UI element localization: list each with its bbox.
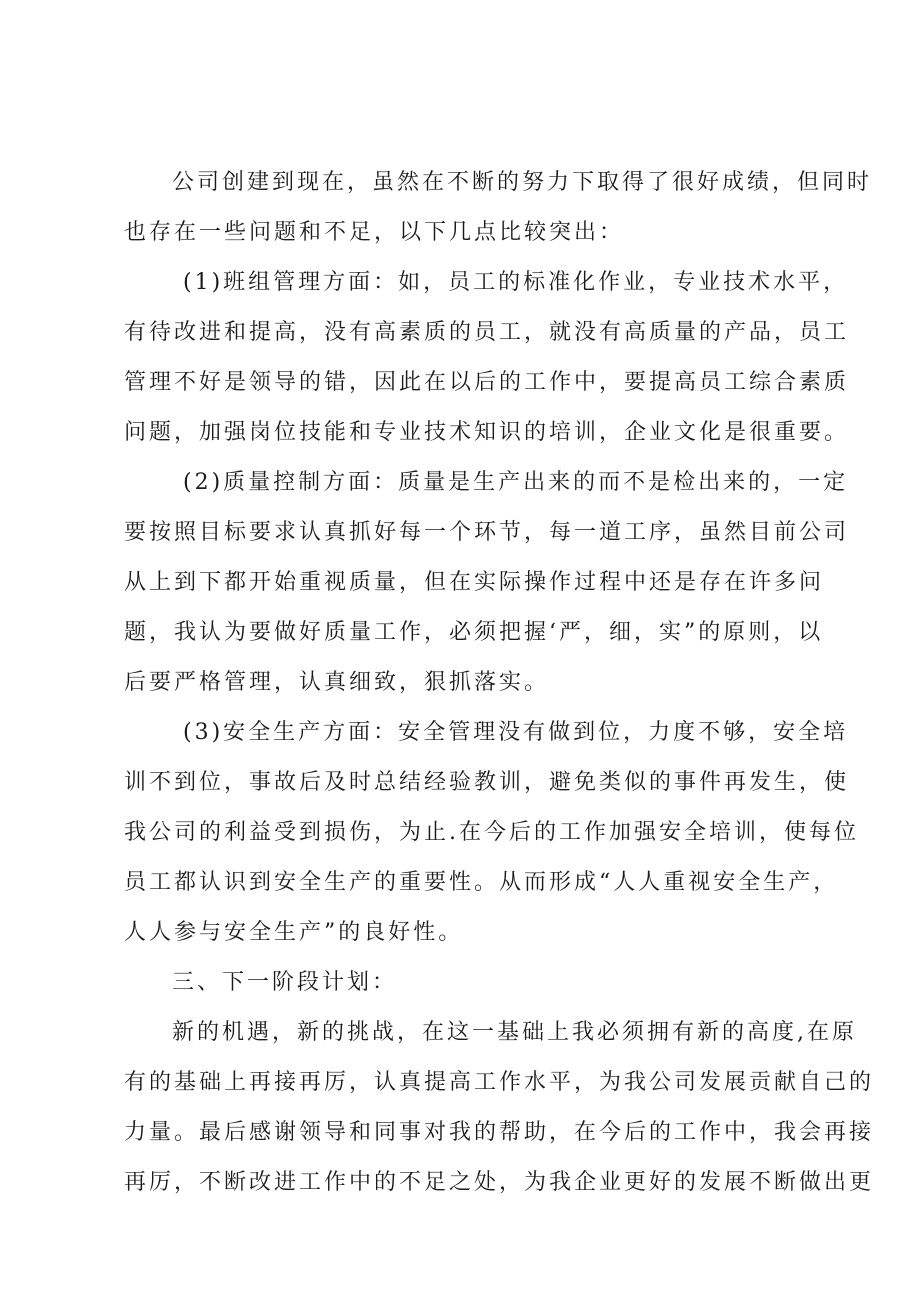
paragraph-item1-line-1: (1)班组管理方面：如，员工的标准化作业，专业技术水平， — [183, 270, 849, 295]
paragraph-item2-line-1: (2)质量控制方面：质量是生产出来的而不是检出来的，一定 — [183, 470, 849, 495]
paragraph-item2-line-2: 要按照目标要求认真抓好每一个环节，每一道工序，虽然目前公司 — [124, 520, 850, 545]
paragraph-item1-line-2: 有待改进和提高，没有高素质的员工，就没有高质量的产品，员工 — [124, 320, 850, 345]
paragraph-item2-line-4: 题，我认为要做好质量工作，必须把握‘严，细，实”的原则，以 — [124, 620, 824, 645]
paragraph-plan-line-1: 新的机遇，新的挑战，在这一基础上我必须拥有新的高度,在原 — [172, 1020, 857, 1045]
paragraph-item1-line-4: 问题，加强岗位技能和专业技术知识的培训，企业文化是很重要。 — [124, 420, 850, 445]
section-heading: 三、下一阶段计划： — [172, 970, 398, 995]
paragraph-plan-line-4: 再厉，不断改进工作中的不足之处，为我企业更好的发展不断做出更 — [124, 1170, 875, 1195]
paragraph-item1-line-3: 管理不好是领导的错，因此在以后的工作中，要提高员工综合素质 — [124, 370, 850, 395]
paragraph-item3-line-2: 训不到位，事故后及时总结经验教训，避免类似的事件再发生，使 — [124, 770, 850, 795]
paragraph-item3-line-1: (3)安全生产方面：安全管理没有做到位，力度不够，安全培 — [183, 720, 849, 745]
paragraph-plan-line-3: 力量。最后感谢领导和同事对我的帮助，在今后的工作中，我会再接 — [124, 1120, 875, 1145]
paragraph-item2-line-3: 从上到下都开始重视质量，但在实际操作过程中还是存在许多问 — [124, 570, 825, 595]
paragraph-item2-line-5: 后要严格管理，认真细致，狠抓落实。 — [124, 670, 550, 695]
paragraph-intro-line-1: 公司创建到现在，虽然在不断的努力下取得了很好成绩，但同时 — [172, 170, 873, 195]
paragraph-item3-line-4: 员工都认识到安全生产的重要性。从而形成“人人重视安全生产， — [124, 870, 839, 895]
paragraph-plan-line-2: 有的基础上再接再厉，认真提高工作水平，为我公司发展贡献自己的 — [124, 1070, 875, 1095]
paragraph-intro-line-2: 也存在一些问题和不足，以下几点比较突出： — [124, 220, 625, 245]
paragraph-item3-line-3: 我公司的利益受到损伤，为止.在今后的工作加强安全培训，使每位 — [124, 820, 859, 845]
paragraph-item3-line-5: 人人参与安全生产”的良好性。 — [124, 920, 464, 945]
